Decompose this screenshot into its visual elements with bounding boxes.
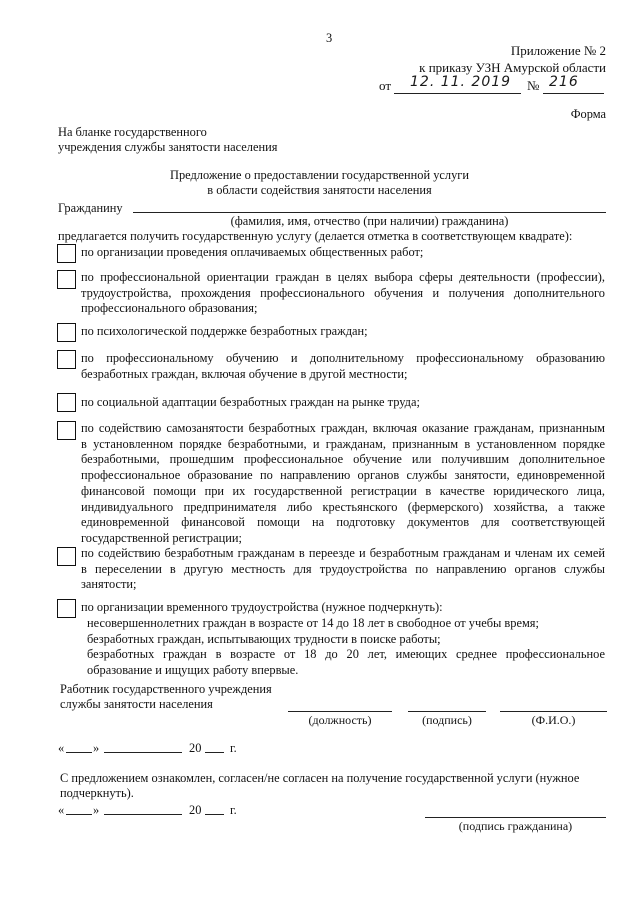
date1-year-field[interactable]: [205, 752, 224, 753]
date1-year-suffix: г.: [230, 741, 237, 755]
date2-open-quote: «: [58, 803, 65, 817]
citizen-signature-field[interactable]: [425, 817, 606, 818]
option-social-adaptation: по социальной адаптации безработных граждан на рынке труда;: [81, 395, 420, 409]
citizen-label: Гражданину: [58, 201, 123, 215]
blank-note-line2: учреждения службы занятости населения: [58, 140, 278, 154]
checkbox-relocation[interactable]: [57, 547, 76, 566]
checkbox-temporary-employment[interactable]: [57, 599, 76, 618]
checkbox-self-employment[interactable]: [57, 421, 76, 440]
date2-month-field[interactable]: [104, 814, 182, 815]
acknowledgement-line2: подчеркнуть).: [60, 786, 134, 800]
citizen-name-caption: (фамилия, имя, отчество (при наличии) гражданина): [230, 214, 509, 228]
checkbox-psychological-support[interactable]: [57, 323, 76, 342]
worker-name-field[interactable]: [500, 711, 607, 712]
option-public-works: по организации проведения оплачиваемых общественных работ;: [81, 245, 424, 259]
date2-year-field[interactable]: [205, 814, 224, 815]
worker-name-caption: (Ф.И.О.): [531, 713, 576, 727]
appendix-label: Приложение № 2: [510, 43, 606, 58]
order-date-underline: [394, 93, 521, 94]
temp-employment-young-graduates[interactable]: безработных граждан в возрасте от 18 до 20 лет, имеющих среднее профессиональное образование и ищущих работу впервые.: [87, 647, 605, 677]
option-psychological-support: по психологической поддержке безработных граждан;: [81, 324, 368, 338]
worker-signature-caption: (подпись): [422, 713, 472, 727]
page-number: 3: [326, 31, 333, 45]
service-intro: предлагается получить государственную услугу (делается отметка в соответствующем квадрате):: [58, 229, 573, 243]
date2-year-suffix: г.: [230, 803, 237, 817]
checkbox-social-adaptation[interactable]: [57, 393, 76, 412]
date2-close-quote: »: [93, 803, 100, 817]
worker-signature-field[interactable]: [408, 711, 486, 712]
order-number-label: №: [527, 78, 540, 93]
order-number-underline: [543, 93, 604, 94]
order-date-label: от: [379, 78, 392, 93]
date1-day-field[interactable]: [66, 752, 92, 753]
citizen-signature-caption: (подпись гражданина): [458, 819, 573, 833]
document-title-line2: в области содействия занятости населения: [207, 183, 432, 197]
order-date-handwritten: 12. 11. 2019: [410, 74, 512, 90]
checkbox-vocational-training[interactable]: [57, 350, 76, 369]
temp-employment-difficulties[interactable]: безработных граждан, испытывающих трудности в поиске работы;: [87, 632, 441, 646]
date1-open-quote: «: [58, 741, 65, 755]
worker-label-line1: Работник государственного учреждения: [60, 682, 272, 696]
option-temporary-employment: по организации временного трудоустройства (нужное подчеркнуть):: [81, 600, 443, 614]
date2-day-field[interactable]: [66, 814, 92, 815]
temp-employment-minors[interactable]: несовершеннолетних граждан в возрасте от 14 до 18 лет в свободное от учебы время;: [87, 616, 539, 630]
date1-close-quote: »: [93, 741, 100, 755]
worker-label-line2: службы занятости населения: [60, 697, 213, 711]
form-label: Форма: [570, 107, 606, 121]
option-relocation: по содействию безработным гражданам в переезде и безработным гражданам и членам их семей в переселении в другую местность для трудоустройства по направлению органов службы занятости;: [81, 546, 605, 592]
option-career-guidance: по профессиональной ориентации граждан в целях выбора сферы деятельности (профессии), трудоустройства, прохождения профессионального обучения и получения дополнительного профессионального образования;: [81, 270, 605, 316]
blank-note-line1: На бланке государственного: [58, 125, 207, 139]
date1-century: 20: [189, 741, 202, 755]
document-title-line1: Предложение о предоставлении государственной услуги: [170, 168, 469, 182]
citizen-name-field[interactable]: [133, 212, 606, 213]
option-vocational-training: по профессиональному обучению и дополнительному профессиональному образованию безработных граждан, включая обучение в другой местности;: [81, 351, 605, 381]
checkbox-career-guidance[interactable]: [57, 270, 76, 289]
worker-position-caption: (должность): [308, 713, 372, 727]
worker-position-field[interactable]: [288, 711, 392, 712]
order-reference: к приказу УЗН Амурской области: [419, 60, 606, 75]
date2-century: 20: [189, 803, 202, 817]
checkbox-public-works[interactable]: [57, 244, 76, 263]
date1-month-field[interactable]: [104, 752, 182, 753]
acknowledgement-line1: С предложением ознакомлен, согласен/не согласен на получение государственной услуги (нужное: [60, 771, 580, 785]
option-self-employment: по содействию самозанятости безработных граждан, включая оказание гражданам, признанным в установленном порядке безработными, и гражданам, признанным в установленном порядке безработными, прошедшим профессиональное обучение или получившим дополнительное профессиональное образование по направлению органов службы занятости, единовременной финансовой помощи при их государственной регистрации в качестве юридического лица, индивидуального предпринимателя либо крестьянского (фермерского) хозяйства, а также единовременной финансовой помощи на подготовку документов для соответствующей государственной регистрации;: [81, 421, 605, 545]
order-number-handwritten: 216: [549, 74, 579, 90]
